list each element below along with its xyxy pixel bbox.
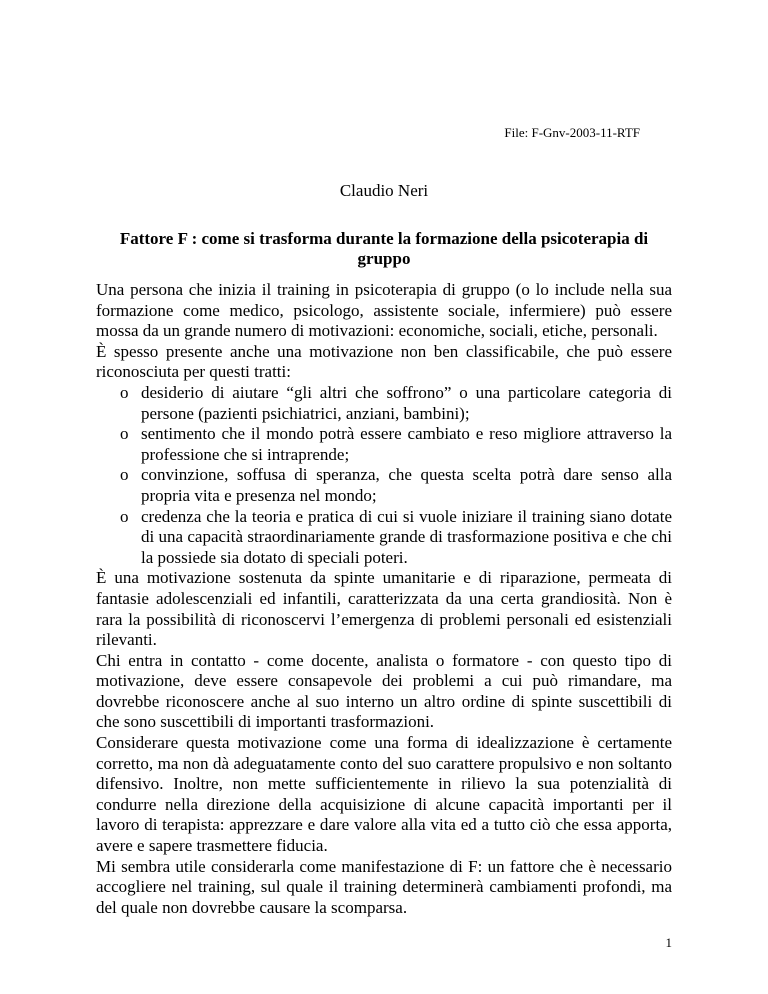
list-item-text: desiderio di aiutare “gli altri che soffrono” o una particolare categoria di persone (pazienti psichiatrici, anziani, bambini); <box>141 382 672 423</box>
page-number: 1 <box>665 935 672 950</box>
bullet-marker: o <box>120 382 129 402</box>
paragraph: Mi sembra utile considerarla come manifestazione di F: un fattore che è necessario accogliere nel training, sul quale il training determinerà cambiamenti profondi, ma del quale non dovrebbe causare la scomparsa. <box>96 856 672 917</box>
list-item-text: convinzione, soffusa di speranza, che questa scelta potrà dare senso alla propria vita e presenza nel mondo; <box>141 465 672 505</box>
file-reference: File: F-Gnv-2003-11-RTF <box>504 125 640 140</box>
list-item-text: sentimento che il mondo potrà essere cambiato e reso migliore attraverso la professione che si intraprende; <box>141 424 672 464</box>
bullet-marker: o <box>120 465 129 485</box>
paragraph: Chi entra in contatto - come docente, analista o formatore - con questo tipo di motivazione, deve essere consapevole dei problemi a cui può rimandare, ma dovrebbe riconoscere anche al suo interno un altro ordine di spinte suscettibili di che sono suscettibili di importanti trasformazioni. <box>96 650 672 732</box>
list-item-text: credenza che la teoria e pratica di cui si vuole iniziare il training siano dotate di una capacità straordinariamente grande di trasformazione positiva e che chi la possiede sia dotato di speciali poteri. <box>141 506 672 567</box>
paragraph: Una persona che inizia il training in psicoterapia di gruppo (o lo include nella sua formazione come medico, psicologo, assistente sociale, infermiere) può essere mossa da un grande numero di motivazioni: economiche, sociali, etiche, personali. <box>96 280 672 341</box>
document-title: Fattore F : come si trasforma durante la formazione della psicoterapia di gruppo <box>119 229 649 268</box>
list-item <box>96 383 672 424</box>
paragraph: Considerare questa motivazione come una forma di idealizzazione è certamente corretto, ma non dà adeguatamente conto del suo carattere propulsivo e non soltanto difensivo. Inoltre, non mette sufficientemente in rilievo la sua potenzialità di condurre nella direzione della acquisizione di alcune capacità importanti per il lavoro di terapista: apprezzare e dare valore alla vita ed a tutto ciò che essa apporta, avere e sapere trasmettere fiducia. <box>96 733 672 856</box>
motivation-list <box>96 383 672 568</box>
document-body <box>96 280 672 918</box>
author-name: Claudio Neri <box>339 181 429 200</box>
list-item <box>96 465 672 506</box>
bullet-marker: o <box>120 424 129 444</box>
paragraph: È una motivazione sostenuta da spinte umanitarie e di riparazione, permeata di fantasie adolescenziali ed infantili, caratterizzata da una certa grandiosità. Non è rara la possibilità di riconoscervi l’emergenza di problemi personali ed esistenziali rilevanti. <box>96 568 672 650</box>
paragraph: È spesso presente anche una motivazione non ben classificabile, che può essere riconosciuta per questi tratti: <box>96 341 672 382</box>
list-item <box>96 424 672 465</box>
bullet-marker: o <box>120 506 129 526</box>
list-item <box>96 507 672 569</box>
